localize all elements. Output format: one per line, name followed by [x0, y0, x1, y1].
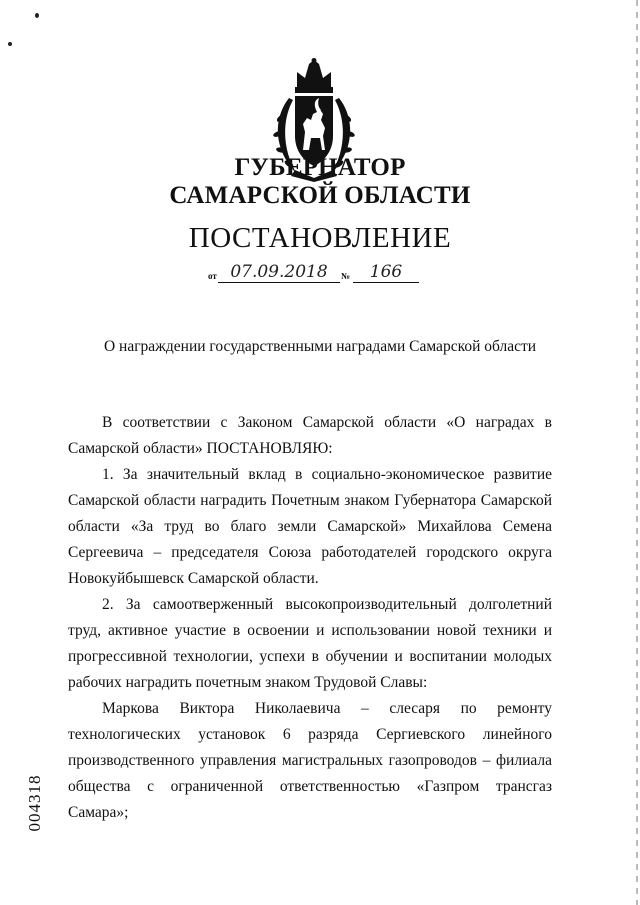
serial-number: 004318 [25, 774, 44, 832]
scan-speck [8, 42, 12, 46]
document-subject: О награждении государственными наградами Самарской области [103, 338, 537, 355]
scan-speck [35, 13, 39, 18]
serial-number-stamp [20, 758, 50, 848]
body-paragraph: 1. За значительный вклад в социально-экономическое развитие Самарской области наградить Почетным знаком Губернатора Самарской области «За труд во благо земли Самарской» Михайлова Семена Сергеевича – председателя Союза работодателей городского округа Новокуйбышевск Самарской области. [68, 466, 552, 587]
number-prefix: № [341, 271, 351, 281]
document-body [68, 410, 552, 826]
handwritten-number: 166 [353, 262, 419, 283]
authority-title-line1: ГУБЕРНАТОР [234, 154, 406, 181]
document-type: ПОСТАНОВЛЕНИЕ [188, 222, 452, 254]
handwritten-date: 07.09.2018 [218, 262, 340, 283]
body-paragraph: В соответствии с Законом Самарской области «О наградах в Самарской области» ПОСТАНОВЛЯЮ: [68, 414, 552, 457]
body-paragraph: 2. За самоотверженный высокопроизводительный долголетний труд, активное участие в освоении и использовании новой техники и прогрессивной технологии, успехи в обучении и воспитании молодых рабочих наградить почетным знаком Трудовой Славы: [68, 596, 552, 691]
scan-edge [636, 0, 638, 905]
body-paragraph: Маркова Виктора Николаевича – слесаря по ремонту технологических установок 6 разряда Сергиевского линейного производственного управления магистральных газопроводов – филиала общества с ограниченной ответственностью «Газпром трансгаз Самара»; [68, 700, 552, 821]
authority-title-line2: САМАРСКОЙ ОБЛАСТИ [169, 182, 471, 209]
date-prefix: от [208, 271, 217, 281]
